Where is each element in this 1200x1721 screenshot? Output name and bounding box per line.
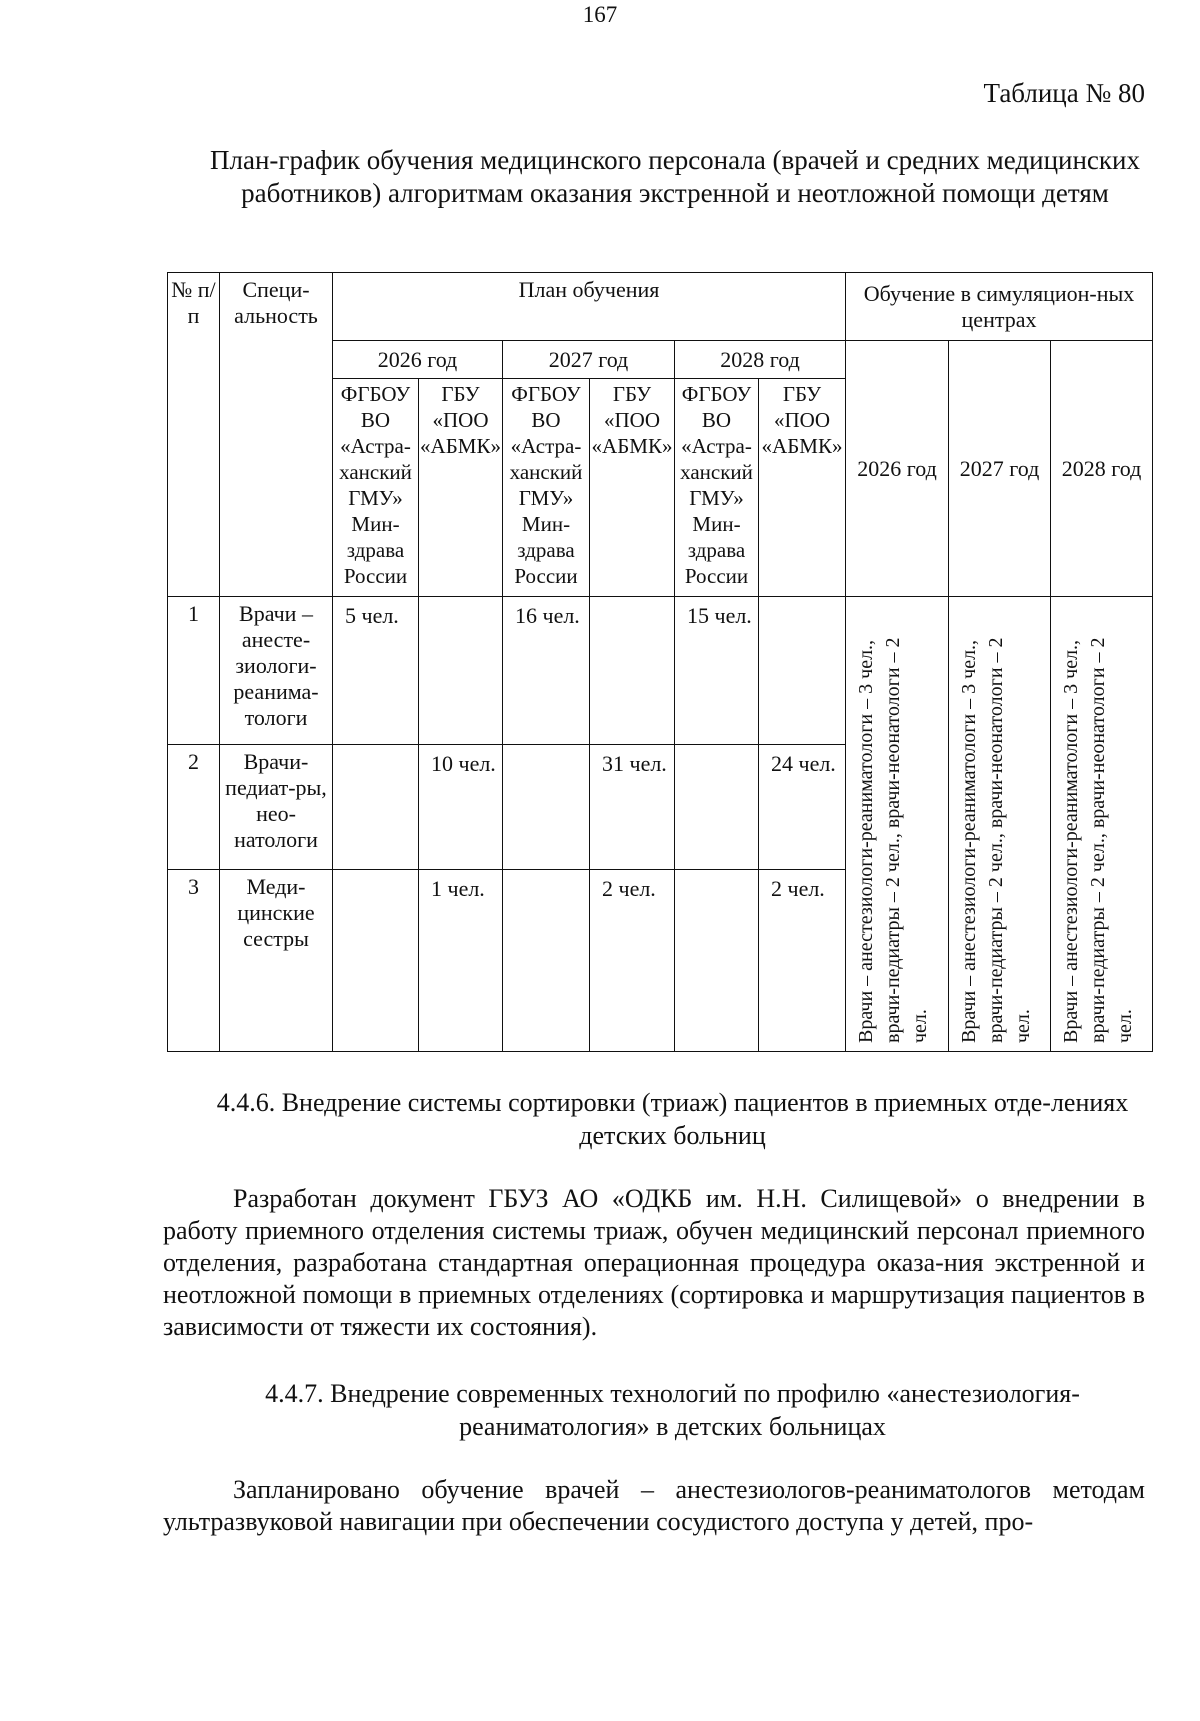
- section-446-heading: 4.4.6. Внедрение системы сортировки (триаж) пациентов в приемных отде-лениях детских больниц: [216, 1088, 1129, 1150]
- header-specialty: Специ-альность: [220, 273, 333, 597]
- header-org-gbu: ГБУ «ПОО «АБМК»: [759, 379, 846, 597]
- cell-value: 31 чел.: [590, 745, 675, 869]
- header-org-fgbou: ФГБОУ ВО «Астра-ханский ГМУ» Мин-здрава России: [503, 379, 590, 597]
- row-num: 3: [168, 869, 220, 1051]
- row-num: 2: [168, 745, 220, 869]
- table-title: План-график обучения медицинского персонала (врачей и средних медицинских работников) алгоритмам оказания экстренной и неотложной помощи детям: [210, 145, 1140, 208]
- section-446-paragraph: Разработан документ ГБУЗ АО «ОДКБ им. Н.Н. Силищевой» о внедрении в работу приемного отделения системы триаж, обучен медицинский персонал приемного отделения, разработана стандартная операционная процедура оказа-ния экстренной и неотложной помощи в приемных отделениях (сортировка и маршрутизация пациентов в зависимости от тяжести их состояния).: [163, 1184, 1145, 1341]
- cell-value: 10 чел.: [419, 745, 503, 869]
- section-447-paragraph: Запланировано обучение врачей – анестезиологов-реаниматологов методам ультразвуковой навигации при обеспечении сосудистого доступа у детей, про-: [163, 1475, 1145, 1536]
- header-year-2027: 2027 год: [503, 341, 675, 379]
- cell-value: [590, 597, 675, 745]
- sim-cell-2028: [1051, 597, 1153, 1052]
- cell-value: 2 чел.: [759, 869, 846, 1051]
- section-447-heading: 4.4.7. Внедрение современных технологий по профилю «анестезиология-реаниматология» в детских больницах: [265, 1379, 1080, 1441]
- cell-value: [333, 869, 419, 1051]
- page-number: 167: [582, 2, 618, 27]
- cell-value: [419, 597, 503, 745]
- sim-cell-2027: [949, 597, 1051, 1052]
- header-sim-year-2026: 2026 год: [846, 341, 949, 597]
- cell-value: 5 чел.: [333, 597, 419, 745]
- cell-value: [333, 745, 419, 869]
- training-schedule-table: [167, 272, 1153, 1052]
- cell-value: 24 чел.: [759, 745, 846, 869]
- table-label: Таблица № 80: [983, 78, 1145, 108]
- sim-text-2026: Врачи – анестезиологи-реаниматологи – 3 чел., врачи-педиатры – 2 чел., врачи-неонатологи – 2 чел.: [855, 637, 932, 1043]
- header-sim-year-2027: 2027 год: [949, 341, 1051, 597]
- row-num: 1: [168, 597, 220, 745]
- sim-text-2028: Врачи – анестезиологи-реаниматологи – 3 чел., врачи-педиатры – 2 чел., врачи-неонатологи – 2 чел.: [1060, 637, 1137, 1043]
- cell-value: [675, 869, 759, 1051]
- header-org-fgbou: ФГБОУ ВО «Астра-ханский ГМУ» Мин-здрава России: [675, 379, 759, 597]
- header-org-gbu: ГБУ «ПОО «АБМК»: [419, 379, 503, 597]
- cell-value: [759, 597, 846, 745]
- cell-value: [675, 745, 759, 869]
- cell-value: [503, 869, 590, 1051]
- row-specialty: Врачи-педиат-ры, нео-натологи: [220, 745, 333, 869]
- row-specialty: Врачи – анесте-зиологи-реанима-тологи: [220, 597, 333, 745]
- cell-value: 1 чел.: [419, 869, 503, 1051]
- header-simulation: Обучение в симуляцион-ных центрах: [846, 273, 1153, 341]
- cell-value: 16 чел.: [503, 597, 590, 745]
- sim-cell-2026: [846, 597, 949, 1052]
- cell-value: [503, 745, 590, 869]
- header-year-2026: 2026 год: [333, 341, 503, 379]
- cell-value: 15 чел.: [675, 597, 759, 745]
- header-org-gbu: ГБУ «ПОО «АБМК»: [590, 379, 675, 597]
- table-row: [168, 597, 1153, 745]
- header-year-2028: 2028 год: [675, 341, 846, 379]
- header-sim-year-2028: 2028 год: [1051, 341, 1153, 597]
- header-org-fgbou: ФГБОУ ВО «Астра-ханский ГМУ» Мин-здрава России: [333, 379, 419, 597]
- sim-text-2027: Врачи – анестезиологи-реаниматологи – 3 чел., врачи-педиатры – 2 чел., врачи-неонатологи – 2 чел.: [958, 637, 1035, 1043]
- cell-value: 2 чел.: [590, 869, 675, 1051]
- header-num: № п/п: [168, 273, 220, 597]
- header-training-plan: План обучения: [333, 273, 846, 341]
- row-specialty: Меди-цинские сестры: [220, 869, 333, 1051]
